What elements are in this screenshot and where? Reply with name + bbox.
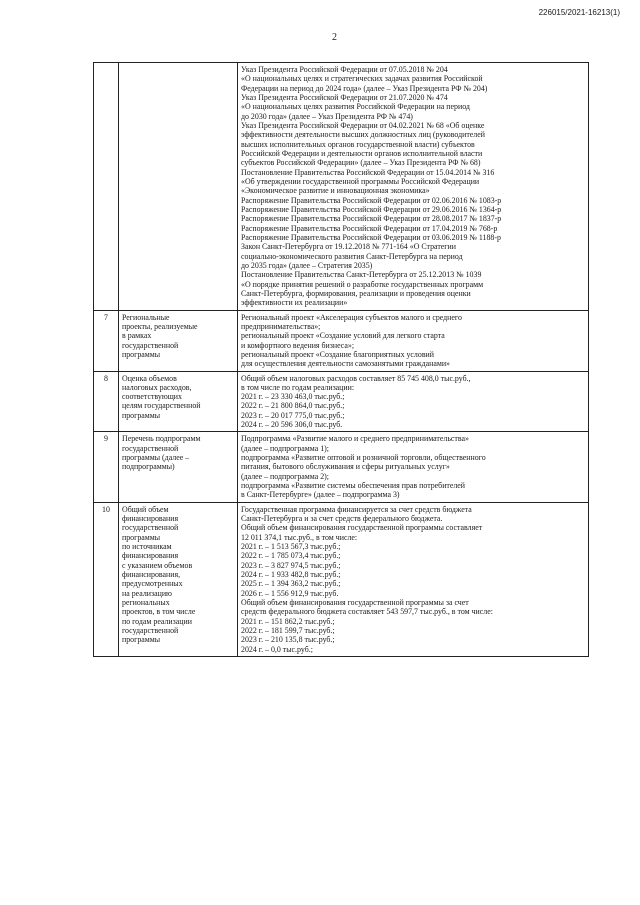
content-line: 2025 г. – 1 394 363,2 тыс.руб.; xyxy=(241,579,341,589)
content-line: питания, бытового обслуживания и сферы ритуальных услуг» xyxy=(241,462,450,472)
table-row xyxy=(94,371,589,432)
label-line: Перечень подпрограмм xyxy=(122,434,201,444)
content-line: Указ Президента Российской Федерации от 21.07.2020 № 474 xyxy=(241,92,448,102)
label-line: в рамках xyxy=(122,331,152,341)
content-line: 2023 г. – 3 827 974,5 тыс.руб.; xyxy=(241,560,341,570)
content-line: (далее – подпрограмма 2); xyxy=(241,471,329,481)
content-line: Указ Президента Российской Федерации от 04.02.2021 № 68 «Об оценке xyxy=(241,120,485,130)
content-line: высших исполнительных органов государственной власти) субъектов xyxy=(241,139,475,149)
label-line: региональных xyxy=(122,598,170,608)
row-number: 7 xyxy=(94,310,119,371)
label-line: программы xyxy=(122,635,161,645)
label-line: целям государственной xyxy=(122,401,201,411)
content-line: Распоряжение Правительства Российской Федерации от 29.06.2016 № 1364-р xyxy=(241,204,502,214)
label-line: налоговых расходов, xyxy=(122,382,192,392)
row-label xyxy=(119,63,238,311)
content-line: Федерации на период до 2024 года» (далее – Указ Президента РФ № 204) xyxy=(241,83,488,93)
label-line: программы xyxy=(122,349,161,359)
page-number: 2 xyxy=(332,32,337,43)
content-line: Распоряжение Правительства Российской Федерации от 03.06.2019 № 1188-р xyxy=(241,232,501,242)
content-line: в том числе по годам реализации: xyxy=(241,382,355,392)
content-line: 2023 г. – 210 135,8 тыс.руб.; xyxy=(241,635,335,645)
label-line: государственной xyxy=(122,523,179,533)
content-line: субъектов Российской Федерации» (далее – Указ Президента РФ № 68) xyxy=(241,158,481,168)
row-number: 9 xyxy=(94,432,119,502)
program-passport-table xyxy=(93,62,589,657)
content-line: Распоряжение Правительства Российской Федерации от 17.04.2019 № 768-р xyxy=(241,223,498,233)
content-line: Санкт-Петербурга, формирования, реализации и проведения оценки xyxy=(241,288,471,298)
content-line: (далее – подпрограмма 1); xyxy=(241,443,329,453)
row-number: 8 xyxy=(94,371,119,432)
content-line: Санкт-Петербурга и за счет средств федерального бюджета. xyxy=(241,514,443,524)
content-line: региональный проект «Создание условий для легкого старта xyxy=(241,331,445,341)
content-line: «О национальных целях и стратегических задачах развития Российской xyxy=(241,74,483,84)
content-line: Государственная программа финансируется за счет средств бюджета xyxy=(241,504,472,514)
content-line: Постановление Правительства Санкт-Петербурга от 25.12.2013 № 1039 xyxy=(241,270,482,280)
content-line: 2022 г. – 21 800 864,0 тыс.руб.; xyxy=(241,401,345,411)
label-line: соответствующих xyxy=(122,392,182,402)
row-number xyxy=(94,63,119,311)
label-line: государственной xyxy=(122,626,179,636)
content-line: 2024 г. – 1 933 482,8 тыс.руб.; xyxy=(241,570,341,580)
content-line: «О порядке принятия решений о разработке государственных программ xyxy=(241,279,484,289)
row-content xyxy=(238,371,589,432)
content-line: 2021 г. – 1 513 567,3 тыс.руб.; xyxy=(241,542,341,552)
content-line: Общий объем финансирования государственной программы составляет xyxy=(241,523,483,533)
content-line: Постановление Правительства Российской Федерации от 15.04.2014 № 316 xyxy=(241,167,495,177)
content-line: социально-экономического развития Санкт-Петербурга на период xyxy=(241,251,463,261)
label-line: Общий объем xyxy=(122,504,169,514)
label-line: финансирования, xyxy=(122,570,181,580)
row-content xyxy=(238,432,589,502)
content-line: до 2030 года» (далее – Указ Президента РФ № 474) xyxy=(241,111,413,121)
content-line: средств федерального бюджета составляет 543 597,7 тыс.руб., в том числе: xyxy=(241,607,493,617)
row-number: 10 xyxy=(94,502,119,656)
row-content xyxy=(238,310,589,371)
table-row xyxy=(94,63,589,311)
table-row xyxy=(94,502,589,656)
content-line: 2022 г. – 181 599,7 тыс.руб.; xyxy=(241,626,335,636)
label-line: подпрограммы) xyxy=(122,462,175,472)
content-line: Общий объем налоговых расходов составляет 85 745 408,0 тыс.руб., xyxy=(241,373,471,383)
content-line: 2023 г. – 20 017 775,0 тыс.руб.; xyxy=(241,410,345,420)
content-line: 2024 г. – 20 596 306,0 тыс.руб. xyxy=(241,420,343,430)
content-line: «О национальных целях развития Российской Федерации на период xyxy=(241,102,470,112)
content-line: 2024 г. – 0,0 тыс.руб.; xyxy=(241,644,313,654)
row-label xyxy=(119,371,238,432)
content-line: Общий объем финансирования государственной программы за счет xyxy=(241,598,469,608)
label-line: программы xyxy=(122,532,161,542)
table-row xyxy=(94,310,589,371)
row-content xyxy=(238,502,589,656)
content-line: 2021 г. – 23 330 463,0 тыс.руб.; xyxy=(241,392,345,402)
label-line: Оценка объемов xyxy=(122,373,177,383)
label-line: по источникам xyxy=(122,542,172,552)
content-line: предпринимательства»; xyxy=(241,321,321,331)
content-line: «Экономическое развитие и инновационная экономика» xyxy=(241,186,430,196)
row-label xyxy=(119,310,238,371)
document-id: 226015/2021-16213(1) xyxy=(538,8,620,17)
content-line: 2022 г. – 1 785 073,4 тыс.руб.; xyxy=(241,551,341,561)
content-line: Подпрограмма «Развитие малого и среднего предпринимательства» xyxy=(241,434,469,444)
label-line: проектов, в том числе xyxy=(122,607,196,617)
label-line: предусмотренных xyxy=(122,579,183,589)
label-line: финансирования xyxy=(122,514,179,524)
content-line: «Об утверждении государственной программы Российской Федерации xyxy=(241,176,480,186)
label-line: финансирования xyxy=(122,551,179,561)
content-line: подпрограмма «Развитие системы обеспечения прав потребителей xyxy=(241,481,466,491)
content-line: региональный проект «Создание благоприятных условий xyxy=(241,349,434,359)
label-line: с указанием объемов xyxy=(122,560,193,570)
content-line: Региональный проект «Акселерация субъектов малого и среднего xyxy=(241,312,462,322)
content-line: до 2035 года» (далее – Стратегия 2035) xyxy=(241,260,373,270)
content-line: Закон Санкт-Петербурга от 19.12.2018 № 771-164 «О Стратегии xyxy=(241,242,456,252)
content-line: подпрограмма «Развитие оптовой и розничной торговли, общественного xyxy=(241,453,486,463)
row-label xyxy=(119,432,238,502)
content-line: эффективности деятельности высших должностных лиц (руководителей xyxy=(241,130,485,140)
content-line: Распоряжение Правительства Российской Федерации от 28.08.2017 № 1837-р xyxy=(241,214,502,224)
row-label xyxy=(119,502,238,656)
content-line: Распоряжение Правительства Российской Федерации от 02.06.2016 № 1083-р xyxy=(241,195,502,205)
label-line: на реализацию xyxy=(122,588,172,598)
content-line: Российской Федерации и деятельности органов исполнительной власти xyxy=(241,148,483,158)
content-line: и комфортного ведения бизнеса»; xyxy=(241,340,355,350)
row-content xyxy=(238,63,589,311)
content-line: 2021 г. – 151 862,2 тыс.руб.; xyxy=(241,616,335,626)
label-line: программы (далее – xyxy=(122,453,190,463)
content-line: эффективности их реализации» xyxy=(241,298,348,308)
label-line: Региональные xyxy=(122,312,170,322)
label-line: государственной xyxy=(122,340,179,350)
label-line: государственной xyxy=(122,443,179,453)
label-line: по годам реализации xyxy=(122,616,192,626)
label-line: проекты, реализуемые xyxy=(122,321,198,331)
content-line: 2026 г. – 1 556 912,9 тыс.руб. xyxy=(241,588,339,598)
content-line: в Санкт-Петербурге» (далее – подпрограмма 3) xyxy=(241,490,400,500)
content-line: Указ Президента Российской Федерации от 07.05.2018 № 204 xyxy=(241,65,448,74)
label-line: программы xyxy=(122,410,161,420)
content-line: для осуществления деятельности самозанятыми гражданами» xyxy=(241,359,451,369)
content-line: 12 011 374,1 тыс.руб., в том числе: xyxy=(241,532,358,542)
table-row xyxy=(94,432,589,502)
